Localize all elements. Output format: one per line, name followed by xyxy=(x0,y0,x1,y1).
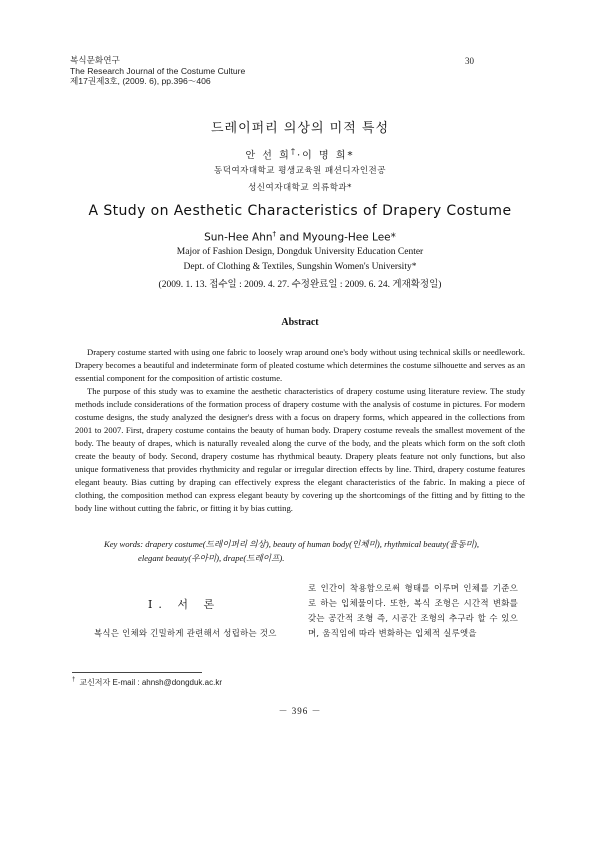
body-text-left-column: 복식은 인체와 긴밀하게 관련해서 성립하는 것으 xyxy=(94,628,277,638)
affiliation-english-1: Major of Fashion Design, Dongduk University Education Center xyxy=(176,247,424,257)
section-heading-introduction: Ⅰ. 서 론 xyxy=(148,598,221,611)
keywords xyxy=(104,537,524,565)
body-text-right-column: 로 인간이 착용함으로써 형태를 이루며 인체를 기준으로 하는 입체물이다. 또한, 복식 조형은 시간적 변화를 갖는 공간적 조형 즉, 시공간 조형의 추구라 할 수 있으며, 움직임에 따라 변화하는 입체적 실루엣을 xyxy=(308,583,518,638)
footnote xyxy=(72,677,222,688)
journal-name-english: The Research Journal of the Costume Culture xyxy=(70,65,246,76)
author-korean-first: 안 선 희 xyxy=(245,150,291,162)
header-page-number: 30 xyxy=(465,56,474,66)
keywords-line-2: elegant beauty(우아미), drape(드레이프). xyxy=(138,553,285,563)
journal-name-korean: 복식문화연구 xyxy=(70,55,120,65)
affiliation-korean-1: 동덕여자대학교 평생교육원 패션디자인전공 xyxy=(214,166,386,176)
affiliation-korean-2: 성신여자대학교 의류학과* xyxy=(248,183,352,193)
keywords-line-1: Key words: drapery costume(드레이퍼리 의상), beauty of human body(인체미), rhythmical beauty(율동미), xyxy=(104,539,479,549)
affiliation-english-2: Dept. of Clothing & Textiles, Sungshin Women's University* xyxy=(183,262,417,272)
journal-issue: 제17권제3호, (2009. 6), pp.396～406 xyxy=(70,76,211,86)
authors-korean xyxy=(0,146,600,161)
running-header xyxy=(70,55,490,87)
corresponding-mark: † xyxy=(290,146,297,156)
paper-title-korean: 드레이퍼리 의상의 미적 특성 xyxy=(210,121,390,136)
corresponding-mark-english: † xyxy=(272,230,277,238)
author-korean-second: ·이 명 희* xyxy=(296,150,355,162)
paper-title-english: A Study on Aesthetic Characteristics of Drapery Costume xyxy=(88,203,512,219)
footer-page-number: － 396 － xyxy=(278,706,322,716)
abstract-paragraph: The purpose of this study was to examine the aesthetic characteristics of drapery costume using literature review. The study methods include considerations of the formation process of drapery costume with the analysis of costume in pictures. For modern costume designs, the study analyzed the designer's dress with a focus on drapery forms, which appeared in the collections from 2001 to 2007. First, drapery costume contains the beauty of human body. Drapery costume reveals the smallest movement of the body. The beauty of drapes, which is naturally revealed along the curve of the body, and the pleats which form on the soft cloth create the beauty of body. Second, drapery costume has rhythmical beauty. Drapery pleats feature not only functions, but also unique formativeness that provides rhythmicity and regular or irregular direction effects by line. Third, drapery costume features elegant beauty. Bias cutting by draping can effectively express the elegant characteristics of the fabric. In making a piece of clothing, the composition method can express elegant beauty by covering up the shortcomings of the fitting and by fitting to the body line without cutting the fabric, or fitting it by bias cutting. xyxy=(75,386,525,513)
abstract-paragraph: Drapery costume started with using one fabric to loosely wrap around one's body without using technical skills or needlework. Drapery becomes a beautiful and indeterminate form of pleated costume which determines the costume silhouette and serves as an essential component for the composition of artistic costume. xyxy=(75,347,525,383)
abstract-body xyxy=(75,346,525,515)
submission-dates: (2009. 1. 13. 접수일 : 2009. 4. 27. 수정완료일 : 2009. 6. 24. 게재확정일) xyxy=(158,280,442,290)
abstract-heading: Abstract xyxy=(281,317,319,328)
footnote-text: 교신저자 E-mail : ahnsh@dongduk.ac.kr xyxy=(79,678,222,687)
authors-english xyxy=(0,230,600,244)
author-english-first: Sun-Hee Ahn xyxy=(204,231,273,244)
footnote-divider xyxy=(72,672,202,673)
footnote-mark: † xyxy=(72,677,76,684)
author-english-second: and Myoung-Hee Lee* xyxy=(276,231,396,244)
